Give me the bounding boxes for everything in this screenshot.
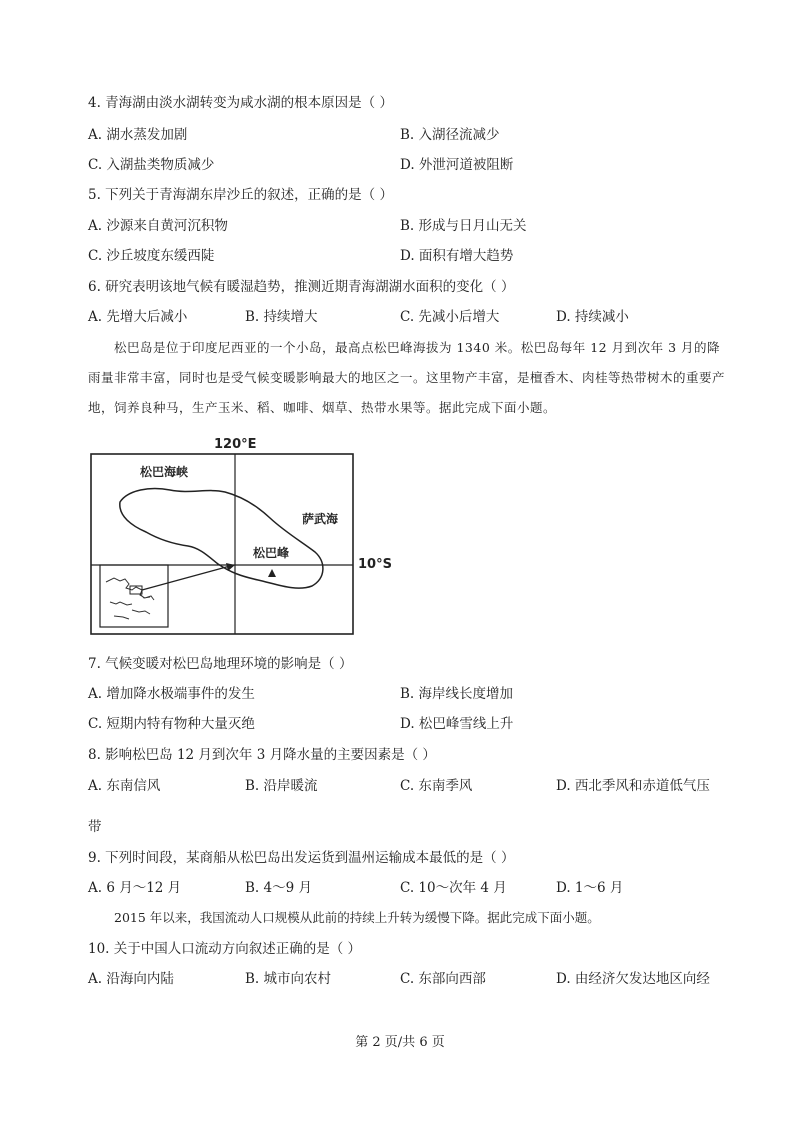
parallel-label-outside: 10°S xyxy=(358,557,392,572)
question-9-option-a: A. 6 月～12 月 xyxy=(88,880,182,896)
meridian-label: 120°E xyxy=(214,437,257,452)
sumba-island-map xyxy=(90,432,360,636)
question-8-option-a: A. 东南信风 xyxy=(88,778,161,794)
question-9-stem: 9. 下列时间段，某商船从松巴岛出发运货到温州运输成本最低的是（ ） xyxy=(88,850,515,866)
question-7-option-b: B. 海岸线长度增加 xyxy=(400,686,514,702)
question-10-option-d: D. 由经济欠发达地区向经 xyxy=(556,971,710,987)
question-10-option-c: C. 东部向西部 xyxy=(400,971,486,987)
sumba-island-outline xyxy=(120,489,323,589)
question-7-option-c: C. 短期内特有物种大量灭绝 xyxy=(88,716,255,732)
question-10-option-b: B. 城市向农村 xyxy=(245,971,332,987)
question-8-option-c: C. 东南季风 xyxy=(400,778,473,794)
question-7-stem: 7. 气候变暖对松巴岛地理环境的影响是（ ） xyxy=(88,656,353,672)
question-10-option-a: A. 沿海向内陆 xyxy=(88,971,174,987)
inset-coastlines xyxy=(106,578,154,619)
question-9-option-d: D. 1～6 月 xyxy=(556,880,624,896)
question-6-option-b: B. 持续增大 xyxy=(245,309,318,325)
sumba-passage-text: 松巴岛是位于印度尼西亚的一个小岛，最高点松巴峰海拔为 1340 米。松巴岛每年 12 月到次年 3 月的降雨量非常丰富，同时也是受气候变暖影响最大的地区之一。这里物产丰富，是檀香木、肉桂等热带树木的重要产地，饲养良种马，生产玉米、稻、咖啡、烟草、热带水果等。据此完成下面小题。 xyxy=(88,340,726,415)
question-6-stem: 6. 研究表明该地气候有暖湿趋势，推测近期青海湖湖水面积的变化（ ） xyxy=(88,279,515,295)
question-8-option-d: D. 西北季风和赤道低气压 xyxy=(556,778,710,794)
question-4-option-c: C. 入湖盐类物质减少 xyxy=(88,157,215,173)
strait-label: 松巴海峡 xyxy=(140,465,189,479)
question-7-option-d: D. 松巴峰雪线上升 xyxy=(400,716,514,732)
question-4-option-a: A. 湖水蒸发加剧 xyxy=(88,127,188,143)
question-5-option-b: B. 形成与日月山无关 xyxy=(400,218,527,234)
sea-label: 萨武海 xyxy=(302,512,339,526)
sumba-passage xyxy=(88,333,728,423)
inset-pointer-line xyxy=(142,566,230,590)
question-5-option-a: A. 沙源来自黄河沉积物 xyxy=(88,218,228,234)
question-6-option-a: A. 先增大后减小 xyxy=(88,309,188,325)
question-4-stem: 4. 青海湖由淡水湖转变为咸水湖的根本原因是（ ） xyxy=(88,95,393,111)
inset-locator-map xyxy=(100,565,168,627)
page-footer: 第 2 页/共 6 页 xyxy=(355,1035,445,1050)
peak-triangle-icon xyxy=(268,569,276,577)
question-8-option-b: B. 沿岸暖流 xyxy=(245,778,318,794)
question-5-option-c: C. 沙丘坡度东缓西陡 xyxy=(88,248,215,264)
question-9-option-c: C. 10～次年 4 月 xyxy=(400,880,507,896)
map-frame xyxy=(91,454,353,634)
question-5-option-d: D. 面积有增大趋势 xyxy=(400,248,514,264)
question-10-stem: 10. 关于中国人口流动方向叙述正确的是（ ） xyxy=(88,941,362,957)
question-7-option-a: A. 增加降水极端事件的发生 xyxy=(88,686,255,702)
population-passage: 2015 年以来，我国流动人口规模从此前的持续上升转为缓慢下降。据此完成下面小题。 xyxy=(114,910,600,925)
peak-label: 松巴峰 xyxy=(253,546,290,560)
question-8-stem: 8. 影响松巴岛 12 月到次年 3 月降水量的主要因素是（ ） xyxy=(88,747,436,763)
question-5-stem: 5. 下列关于青海湖东岸沙丘的叙述，正确的是（ ） xyxy=(88,187,393,203)
question-4-option-d: D. 外泄河道被阻断 xyxy=(400,157,514,173)
question-6-option-d: D. 持续减小 xyxy=(556,309,629,325)
question-6-option-c: C. 先减小后增大 xyxy=(400,309,500,325)
question-9-option-b: B. 4～9 月 xyxy=(245,880,312,896)
question-8-option-d-wrap: 带 xyxy=(88,819,102,835)
question-4-option-b: B. 入湖径流减少 xyxy=(400,127,500,143)
